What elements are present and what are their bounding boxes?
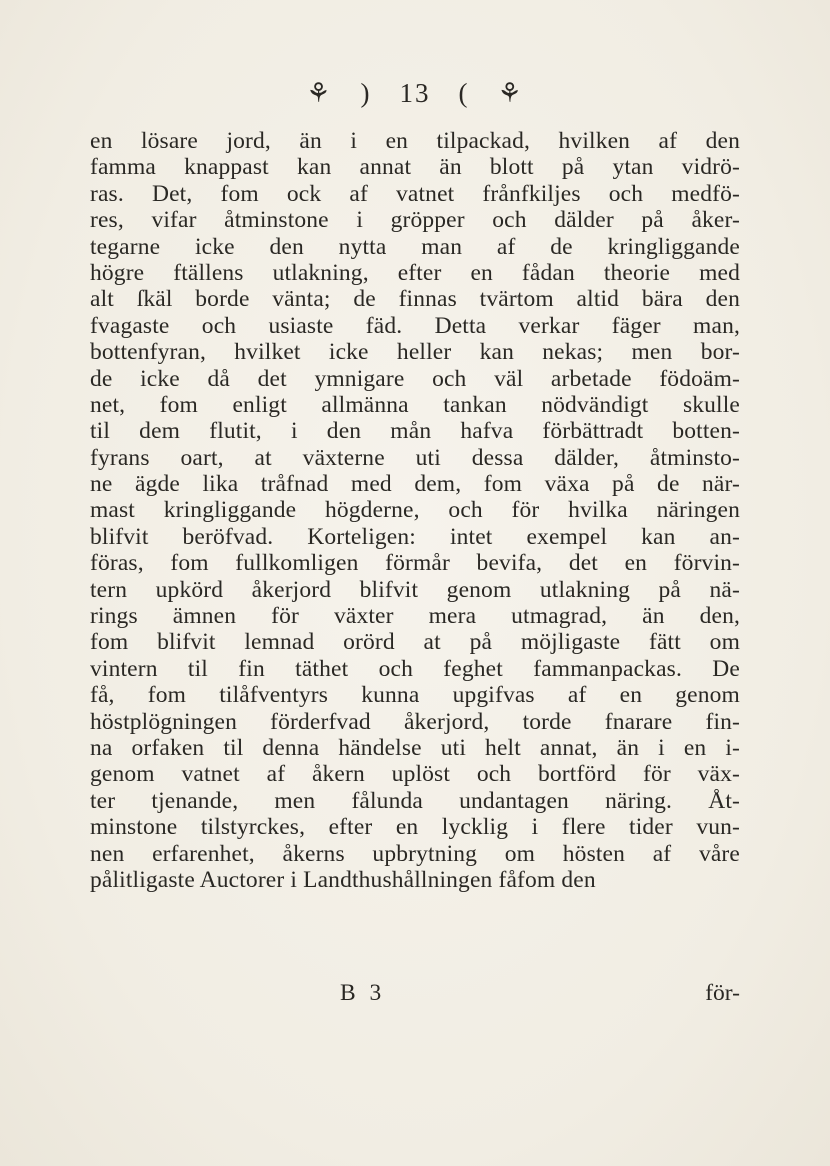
text-line: net, fom enligt allmänna tankan nödvändigt skulle	[90, 391, 740, 418]
text-line: ras. Det, fom ock af vatnet frånfkiljes och medfö-	[90, 180, 740, 207]
text-line: högre ftällens utlakning, efter en fådan theorie med	[90, 259, 740, 286]
body-text	[90, 128, 740, 893]
text-line: blifvit beröfvad. Korteligen: intet exempel kan an-	[90, 523, 740, 550]
text-line: fom blifvit lemnad orörd at på möjligaste fätt om	[90, 629, 740, 656]
text-line: genom vatnet af åkern uplöst och bortförd för väx-	[90, 761, 740, 788]
ornament-right-icon: ⚘	[497, 78, 524, 108]
text-line: pålitligaste Auctorer i Landthushållningen fåfom den	[90, 866, 596, 893]
text-line: na orfaken til denna händelse uti helt annat, än i en i-	[90, 734, 740, 761]
signature-mark: B 3	[340, 980, 386, 1006]
text-line: ne ägde lika tråfnad med dem, fom växa på de när-	[90, 471, 740, 498]
catchword: för-	[705, 980, 740, 1006]
header-bracket-left: )	[360, 78, 372, 108]
text-line: tegarne icke den nytta man af de kringliggande	[90, 233, 740, 260]
text-line: få, fom tilåfventyrs kunna upgifvas af en genom	[90, 682, 740, 709]
text-line: tern upkörd åkerjord blifvit genom utlakning på nä-	[90, 576, 740, 603]
text-line: höstplögningen förderfvad åkerjord, torde fnarare fin-	[90, 708, 740, 735]
text-line: minstone tilstyrckes, efter en lycklig i flere tider vun-	[90, 814, 740, 841]
header-bracket-right: (	[458, 78, 470, 108]
page-number: 13	[399, 78, 431, 108]
text-line: ter tjenande, men fålunda undantagen näring. Åt-	[90, 787, 740, 814]
page-footer	[90, 978, 740, 1008]
page-header	[0, 78, 830, 108]
text-line: bottenfyran, hvilket icke heller kan nekas; men bor-	[90, 339, 740, 366]
text-line: til dem flutit, i den mån hafva förbättradt botten-	[90, 418, 740, 445]
text-line: nen erfarenhet, åkerns upbrytning om hösten af våre	[90, 840, 740, 867]
text-line: vintern til fin täthet och feghet fammanpackas. De	[90, 655, 740, 682]
text-line: famma knappast kan annat än blott på ytan vidrö-	[90, 154, 740, 181]
text-line: de icke då det ymnigare och väl arbetade födoäm-	[90, 365, 740, 392]
text-line: alt ſkäl borde vänta; de finnas tvärtom altid bära den	[90, 286, 740, 313]
text-line: res, vifar åtminstone i gröpper och dälder på åker-	[90, 207, 740, 234]
text-line: fyrans oart, at växterne uti dessa dälder, åtminsto-	[90, 444, 740, 471]
text-line: fvagaste och usiaste fäd. Detta verkar fäger man,	[90, 312, 740, 339]
ornament-left-icon: ⚘	[306, 78, 333, 108]
text-line: föras, fom fullkomligen förmår bevifa, det en förvin-	[90, 550, 740, 577]
text-line: en lösare jord, än i en tilpackad, hvilken af den	[90, 128, 740, 154]
text-line: rings ämnen för växter mera utmagrad, än den,	[90, 603, 740, 630]
text-line: mast kringliggande högderne, och för hvilka näringen	[90, 497, 740, 524]
